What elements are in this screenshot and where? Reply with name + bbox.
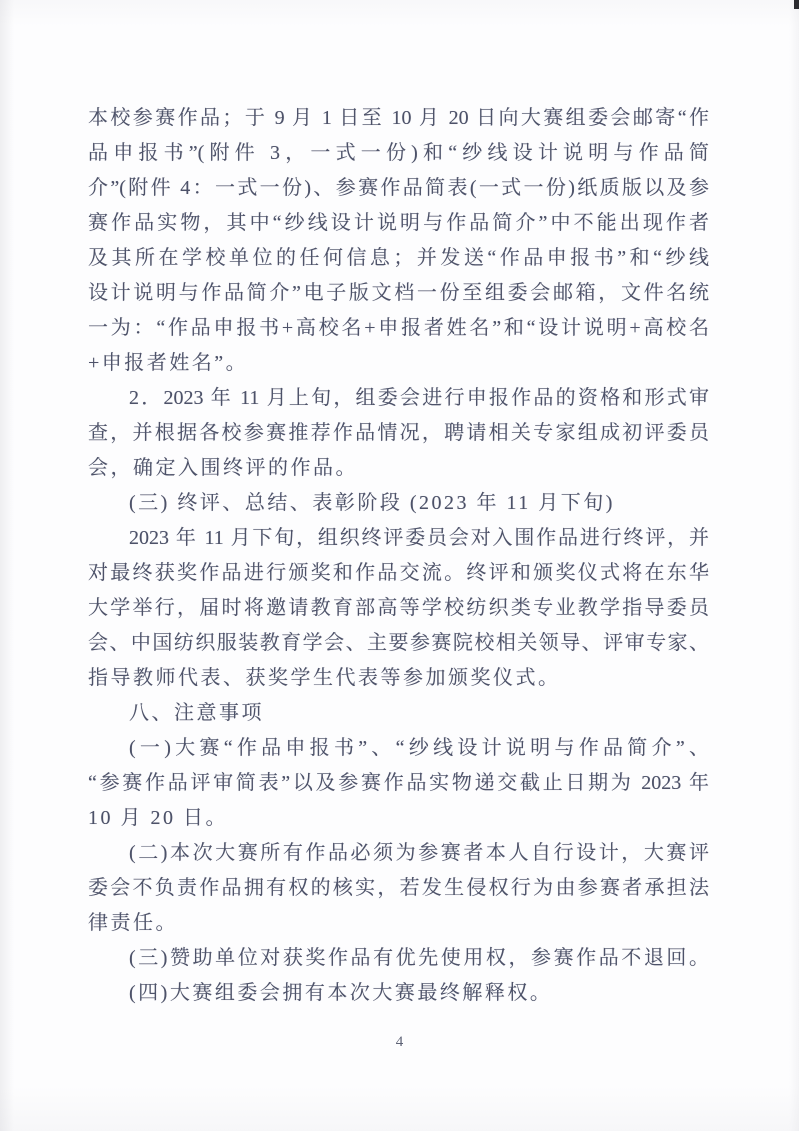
text-line: 赛作品实物，其中“纱线设计说明与作品简介”中不能出现作者 [88,212,709,234]
text-line: “参赛作品评审简表”以及参赛作品实物递交截止日期为 2023 年 [88,772,709,794]
text-line: 设计说明与作品简介”电子版文档一份至组委会邮箱，文件名统 [88,282,709,304]
text-line: 2．2023 年 11 月上旬，组委会进行申报作品的资格和形式审 [129,387,709,409]
text-line: 会，确定入围终评的作品。 [88,457,358,479]
document-body [88,101,709,1011]
text-line: 指导教师代表、获奖学生代表等参加颁奖仪式。 [88,667,561,689]
text-line: (一)大赛“作品申报书”、“纱线设计说明与作品简介”、 [129,737,709,759]
text-line: 本校参赛作品；于 9 月 1 日至 10 月 20 日向大赛组委会邮寄“作 [88,107,709,129]
text-line: 对最终获奖作品进行颁奖和作品交流。终评和颁奖仪式将在东华 [88,562,709,584]
text-line: 及其所在学校单位的任何信息；并发送“作品申报书”和“纱线 [88,247,709,269]
scan-artifact-corner [794,0,799,9]
page-number: 4 [395,1034,404,1050]
text-line: 委会不负责作品拥有权的核实，若发生侵权行为由参赛者承担法 [88,877,709,899]
text-line: 品申报书”(附件 3，一式一份)和“纱线设计说明与作品简 [88,142,709,164]
text-line: 一为：“作品申报书+高校名+申报者姓名”和“设计说明+高校名 [88,317,709,339]
text-line: 查，并根据各校参赛推荐作品情况，聘请相关专家组成初评委员 [88,422,709,444]
text-line: 大学举行，届时将邀请教育部高等学校纺织类专业教学指导委员 [88,597,709,619]
text-line: 介”(附件 4：一式一份)、参赛作品简表(一式一份)纸质版以及参 [88,177,709,199]
text-line: 10 月 20 日。 [88,807,228,829]
text-line: 八、注意事项 [129,702,264,724]
text-line: (三) 终评、总结、表彰阶段 (2023 年 11 月下旬) [129,492,615,514]
text-line: +申报者姓名”。 [88,352,249,374]
text-line: 律责任。 [88,912,178,934]
text-line: 会、中国纺织服装教育学会、主要参赛院校相关领导、评审专家、 [88,632,709,654]
text-line: (四)大赛组委会拥有本次大赛最终解释权。 [129,982,553,1004]
text-line: (三)赞助单位对获奖作品有优先使用权，参赛作品不退回。 [129,947,709,969]
text-line: 2023 年 11 月下旬，组织终评委员会对入围作品进行终评，并 [129,527,709,549]
text-line: (二)本次大赛所有作品必须为参赛者本人自行设计，大赛评 [129,842,709,864]
